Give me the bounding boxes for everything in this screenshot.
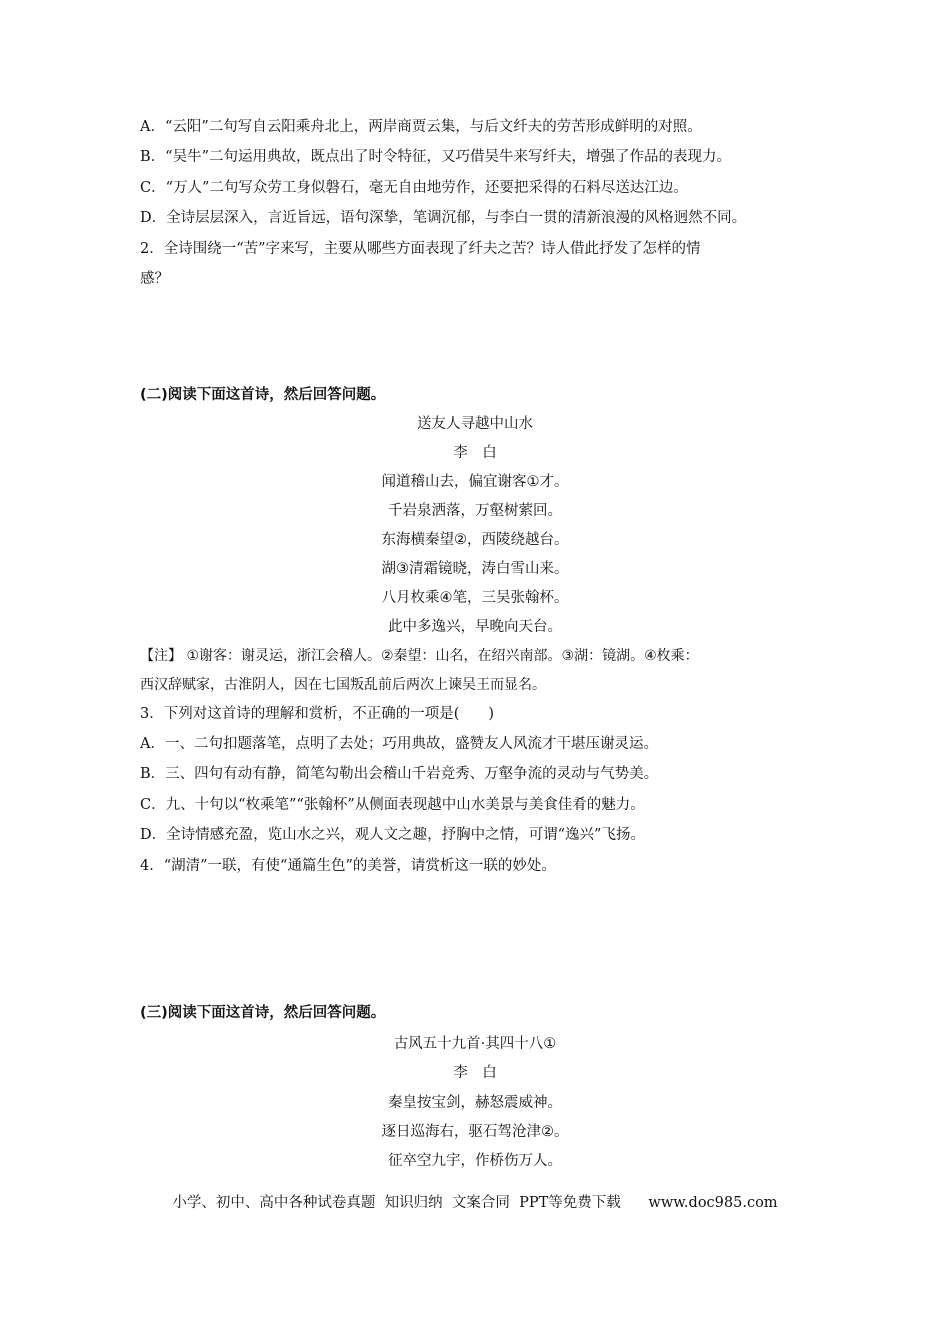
q1-option-c: C．“万人”二句写众劳工身似磐石，毫无自由地劳作，还要把采得的石料尽送达江边。 [140, 180, 688, 196]
q3-option-a: A．一、二句扣题落笔，点明了去处；巧用典故，盛赞友人风流才干堪压谢灵运。 [140, 736, 658, 752]
poem-2-note-line2: 西汉辞赋家，古淮阴人，因在七国叛乱前后两次上谏吴王而显名。 [140, 677, 546, 693]
poem-3-line: 逐日巡海右，驱石驾沧津②。 [381, 1124, 569, 1140]
q3-option-c: C．九、十句以“枚乘笔”“张翰杯”从侧面表现越中山水美景与美食佳肴的魅力。 [140, 797, 645, 813]
poem-3-title: 古风五十九首·其四十八① [393, 1036, 557, 1052]
question-2-line2: 感？ [140, 271, 169, 287]
section-3-heading: (三)阅读下面这首诗，然后回答问题。 [140, 1005, 386, 1021]
footer-banner: 小学、初中、高中各种试卷真题 知识归纳 文案合同 PPT等免费下载 www.doc985.com [172, 1195, 778, 1211]
poem-2-line: 湖③清霜镜晓，涛白雪山来。 [381, 561, 569, 577]
q1-option-a: A．“云阳”二句写自云阳乘舟北上，两岸商贾云集，与后文纤夫的劳苦形成鲜明的对照。 [140, 119, 702, 135]
poem-2-line: 闻道稽山去，偏宜谢客①才。 [381, 474, 569, 490]
poem-2-author: 李 白 [453, 445, 497, 461]
q1-option-b: B．“吴牛”二句运用典故，既点出了时令特征，又巧借吴牛来写纤夫，增强了作品的表现力。 [140, 149, 731, 165]
poem-3-line: 征卒空九宇，作桥伤万人。 [388, 1153, 562, 1169]
question-2-line1: 2．全诗围绕一“苦”字来写，主要从哪些方面表现了纤夫之苦？诗人借此抒发了怎样的情 [140, 241, 701, 257]
section-2-heading: (二)阅读下面这首诗，然后回答问题。 [140, 387, 386, 403]
question-3: 3．下列对这首诗的理解和赏析，不正确的一项是( ) [140, 706, 495, 722]
poem-2-title: 送友人寻越中山水 [417, 416, 533, 432]
q3-option-b: B．三、四句有动有静，简笔勾勒出会稽山千岩竞秀、万壑争流的灵动与气势美。 [140, 766, 659, 782]
poem-2-line: 此中多逸兴，早晚向天台。 [388, 619, 562, 635]
poem-2-note-line1: 【注】 ①谢客：谢灵运，浙江会稽人。②秦望：山名，在绍兴南部。③湖：镜湖。④枚乘： [140, 648, 699, 664]
q1-option-d: D．全诗层层深入，言近旨远，语句深挚，笔调沉郁，与李白一贯的清新浪漫的风格迥然不同。 [140, 210, 747, 226]
q3-option-d: D．全诗情感充盈，览山水之兴，观人文之趣，抒胸中之情，可谓“逸兴”飞扬。 [140, 827, 645, 843]
poem-3-author: 李 白 [453, 1065, 497, 1081]
poem-3-line: 秦皇按宝剑，赫怒震威神。 [388, 1095, 562, 1111]
question-4: 4．“湖清”一联，有使“通篇生色”的美誉，请赏析这一联的妙处。 [140, 858, 556, 874]
poem-2-line: 八月枚乘④笔，三吴张翰杯。 [381, 590, 569, 606]
poem-2-line: 东海横秦望②，西陵绕越台。 [381, 532, 569, 548]
poem-2-line: 千岩泉洒落，万壑树萦回。 [388, 503, 562, 519]
